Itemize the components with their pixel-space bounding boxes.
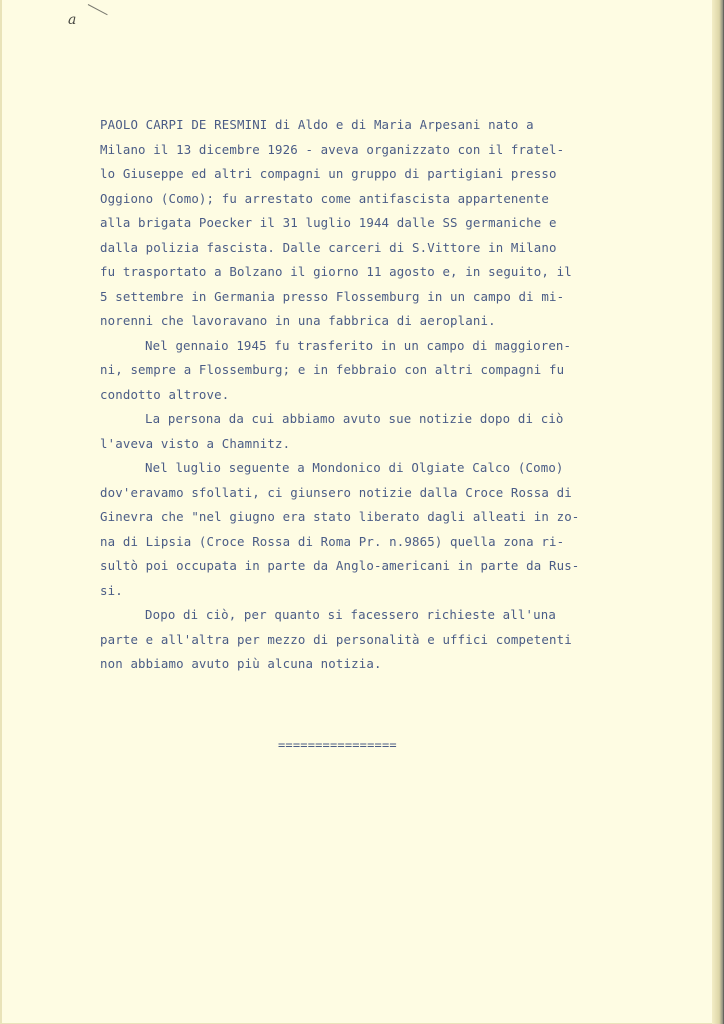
- text-line: Nel gennaio 1945 fu trasferito in un campo di maggioren-: [145, 337, 572, 353]
- page-edge-shadow: [712, 0, 724, 1024]
- closing-rule: ================: [278, 738, 397, 752]
- typewritten-text: [100, 113, 660, 677]
- text-line: 5 settembre in Germania presso Flossemburg in un campo di mi-: [100, 288, 565, 304]
- text-line: PAOLO CARPI DE RESMINI di Aldo e di Maria Arpesani nato a: [100, 117, 534, 132]
- text-line: Nel luglio seguente a Mondonico di Olgiate Calco (Como): [145, 460, 564, 475]
- text-line: na di Lipsia (Croce Rossa di Roma Pr. n.9865) quella zona ri-: [100, 533, 565, 549]
- text-line: dalla polizia fascista. Dalle carceri di S.Vittore in Milano: [100, 239, 557, 255]
- text-line: alla brigata Poecker il 31 luglio 1944 dalle SS germaniche e: [100, 215, 557, 230]
- text-line: Dopo di ciò, per quanto si facessero richieste all'una: [145, 607, 556, 622]
- text-line: lo Giuseppe ed altri compagni un gruppo di partigiani presso: [100, 166, 557, 181]
- text-line: non abbiamo avuto più alcuna notizia.: [100, 656, 382, 671]
- text-line: sultò poi occupata in parte da Anglo-americani in parte da Rus-: [100, 558, 580, 573]
- text-line: si.: [100, 582, 123, 598]
- text-line: condotto altrove.: [100, 386, 230, 402]
- text-line: Milano il 13 dicembre 1926 - aveva organizzato con il fratel-: [100, 141, 565, 157]
- text-line: fu trasportato a Bolzano il giorno 11 agosto e, in seguito, il: [100, 264, 572, 279]
- text-line: ni, sempre a Flossemburg; e in febbraio con altri compagni fu: [100, 362, 565, 377]
- corner-mark: a: [68, 12, 77, 28]
- text-line: parte e all'altra per mezzo di personalità e uffici competenti: [100, 631, 572, 647]
- text-line: l'aveva visto a Chamnitz.: [100, 435, 291, 451]
- text-line: Oggiono (Como); fu arrestato come antifascista appartenente: [100, 190, 549, 206]
- text-line: dov'eravamo sfollati, ci giunsero notizie dalla Croce Rossa di: [100, 484, 572, 500]
- text-line: norenni che lavoravano in una fabbrica di aeroplani.: [100, 313, 496, 328]
- text-line: Ginevra che "nel giugno era stato liberato dagli alleati in zo-: [100, 509, 580, 524]
- text-line: La persona da cui abbiamo avuto sue notizie dopo di ciò: [145, 411, 564, 426]
- corner-pencil-stroke: [88, 4, 108, 15]
